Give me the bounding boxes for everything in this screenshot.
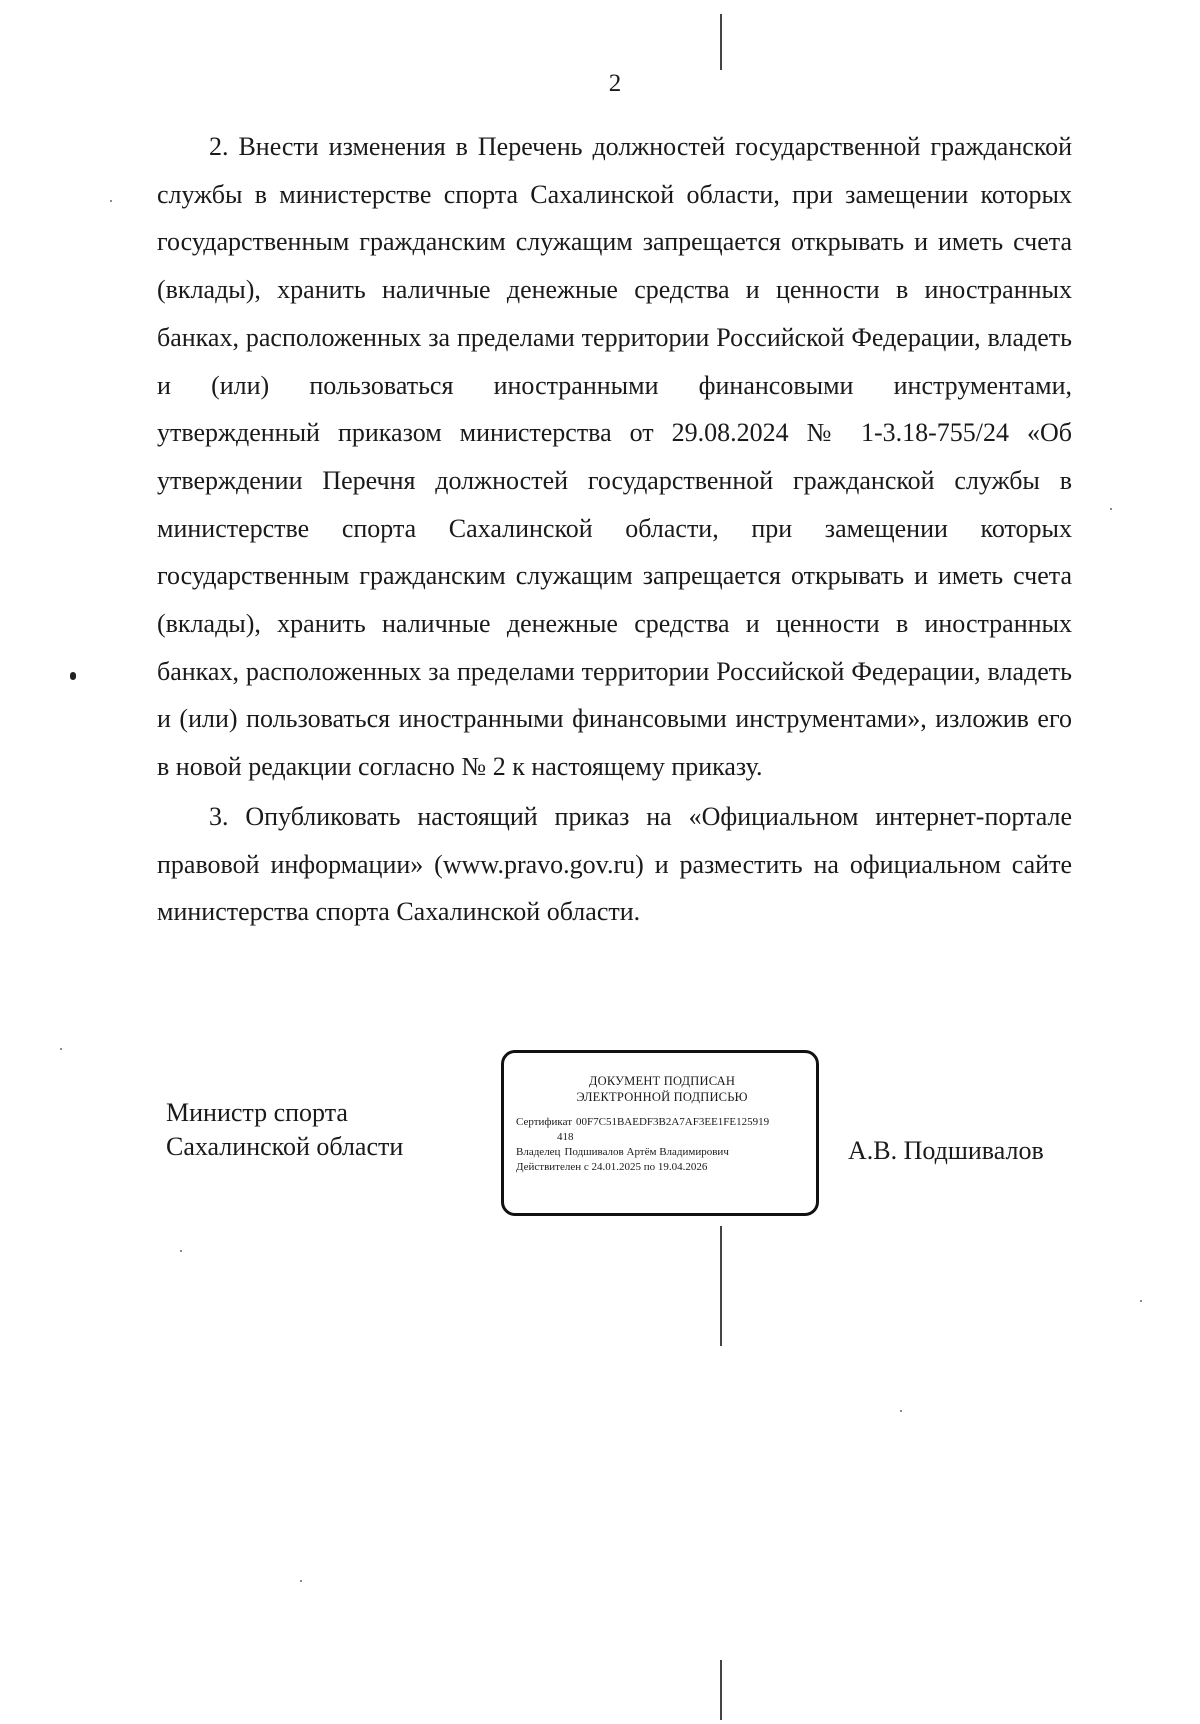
stamp-validity: Действителен с 24.01.2025 по 19.04.2026 [516,1161,708,1173]
stamp-certificate-label: Сертификат [516,1116,572,1128]
stamp-owner-label: Владелец [516,1146,561,1158]
stamp-certificate-cont: 418 [557,1131,574,1143]
scan-speck [1140,1300,1142,1302]
stamp-owner-value: Подшивалов Артём Владимирович [564,1146,729,1158]
stamp-certificate [516,1115,808,1130]
signer-title [166,1096,403,1164]
scan-speck [1110,508,1112,510]
stamp-heading-line2: ЭЛЕКТРОННОЙ ПОДПИСЬЮ [576,1090,748,1104]
scan-speck [900,1410,902,1412]
stamp-owner [516,1145,808,1160]
scan-fold-line-top [720,14,722,70]
stamp-heading-line1: ДОКУМЕНТ ПОДПИСАН [588,1074,736,1088]
paragraph-3: 3. Опубликовать настоящий приказ на «Официальном интернет-портале правовой информации» (www.pravo.gov.ru) и разместить на официальном сайте министерства спорта Сахалинской области. [157,801,1072,927]
stamp-certificate-value: 00F7C51BAEDF3B2A7AF3EE1FE125919 [576,1116,770,1128]
signer-title-line2: Сахалинской области [166,1132,404,1161]
signer-title-line1: Министр спорта [166,1098,348,1127]
signer-name: А.В. Подшивалов [848,1136,1044,1165]
scan-fold-line-bottom [720,1660,722,1720]
scan-ink-blot [70,672,76,680]
paragraph-2: 2. Внести изменения в Перечень должностей государственной гражданской службы в министерстве спорта Сахалинской области, при замещении которых государственным гражданским служащим запрещается открывать и иметь счета (вклады), хранить наличные денежные средства и ценности в иностранных банках, расположенных за пределами территории Российской Федерации, владеть и (или) пользоваться иностранными финансовыми инструментами, утвержденный приказом министерства от 29.08.2024 № 1-3.18-755/24 «Об утверждении Перечня должностей государственной гражданской службы в министерстве спорта Сахалинской области, при замещении которых государственным гражданским служащим запрещается открывать и иметь счета (вклады), хранить наличные денежные средства и ценности в иностранных банках, расположенных за пределами территории Российской Федерации, владеть и (или) пользоваться иностранными финансовыми инструментами», изложив его в новой редакции согласно № 2 к настоящему приказу. [157,132,1072,782]
page-number: 2 [608,70,622,97]
electronic-signature-stamp [501,1050,819,1216]
document-body [157,123,1072,936]
scan-speck [60,1048,62,1050]
scan-speck [300,1580,302,1582]
scan-fold-line-mid [720,1226,722,1346]
scan-speck [110,200,112,202]
scan-speck [180,1250,182,1252]
